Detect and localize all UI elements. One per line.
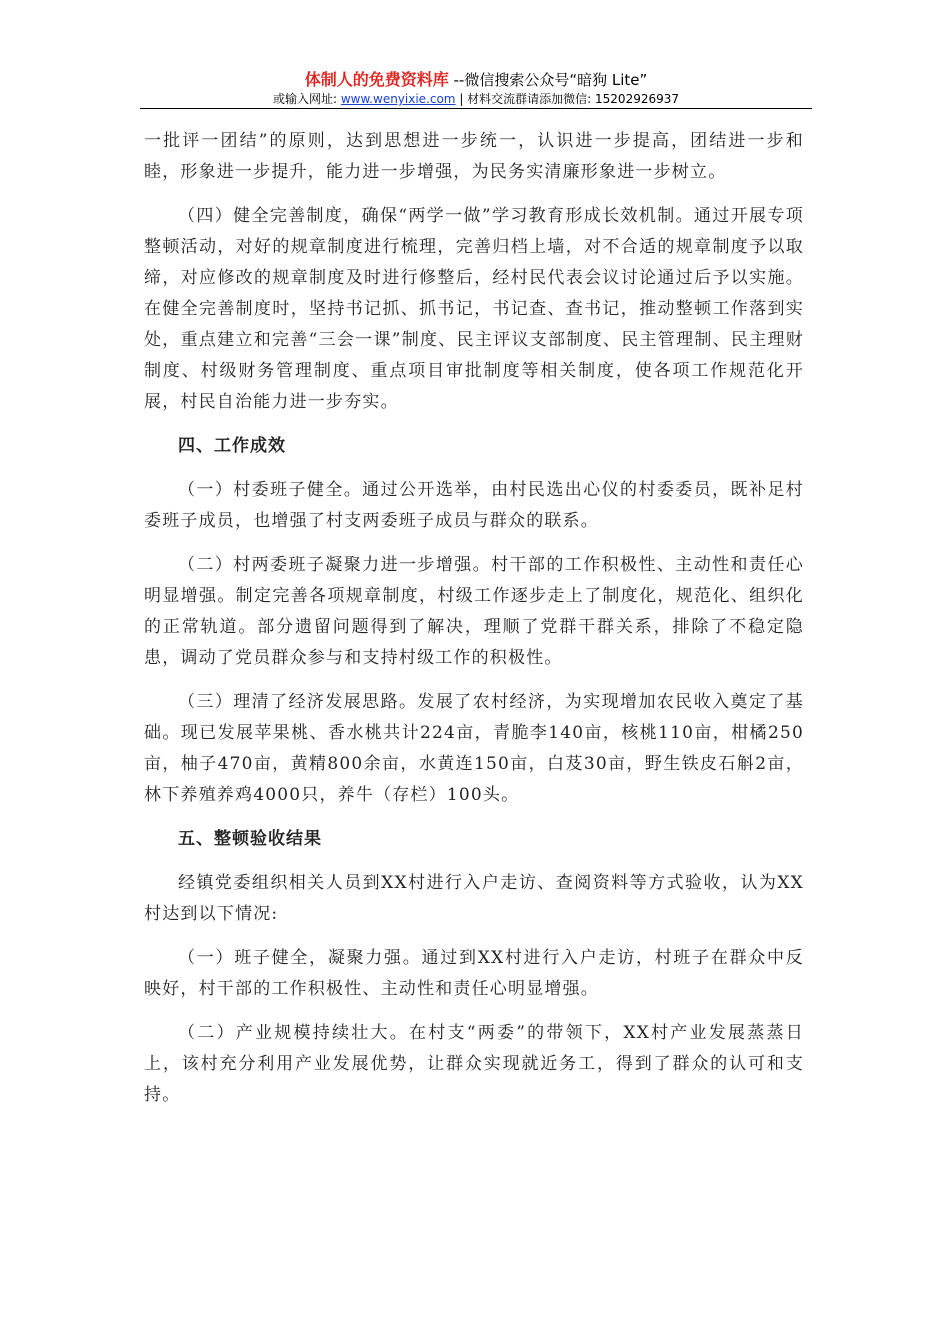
- page-header: [140, 70, 812, 108]
- paragraph: （二）村两委班子凝聚力进一步增强。村干部的工作积极性、主动性和责任心明显增强。制定完善各项规章制度，村级工作逐步走上了制度化，规范化、组织化的正常轨道。部分遗留问题得到了解决，理顺了党群干群关系，排除了不稳定隐患，调动了党员群众参与和支持村级工作的积极性。: [144, 555, 804, 668]
- header-tagline: --微信搜索公众号“暗狗 Lite”: [448, 71, 648, 89]
- header-line2: [140, 90, 812, 108]
- document-body: [144, 126, 804, 1124]
- paragraph: （二）产业规模持续壮大。在村支“两委”的带领下，XX村产业发展蒸蒸日上，该村充分利用产业发展优势，让群众实现就近务工，得到了群众的认可和支持。: [144, 1023, 804, 1105]
- paragraph: 经镇党委组织相关人员到XX村进行入户走访、查阅资料等方式验收，认为XX村达到以下情况:: [144, 873, 804, 924]
- header-url-link[interactable]: www.wenyixie.com: [340, 92, 456, 106]
- paragraph: （一）班子健全，凝聚力强。通过到XX村进行入户走访，村班子在群众中反映好，村干部的工作积极性、主动性和责任心明显增强。: [144, 948, 804, 999]
- header-divider: [140, 108, 812, 109]
- header-url-prefix: 或输入网址:: [272, 92, 341, 106]
- section-heading: 四、工作成效: [178, 436, 286, 456]
- paragraph: （四）健全完善制度，确保“两学一做”学习教育形成长效机制。通过开展专项整顿活动，对好的规章制度进行梳理，完善归档上墙，对不合适的规章制度予以取缔，对应修改的规章制度及时进行修整后，经村民代表会议讨论通过后予以实施。在健全完善制度时，坚持书记抓、抓书记，书记查、查书记，推动整顿工作落到实处，重点建立和完善“三会一课”制度、民主评议支部制度、民主管理制、民主理财制度、村级财务管理制度、重点项目审批制度等相关制度，使各项工作规范化开展，村民自治能力进一步夯实。: [144, 206, 804, 412]
- paragraph: 一批评一团结”的原则，达到思想进一步统一，认识进一步提高，团结进一步和睦，形象进一步提升，能力进一步增强，为民务实清廉形象进一步树立。: [144, 131, 804, 182]
- header-brand: 体制人的免费资料库: [304, 70, 449, 89]
- paragraph: （三）理清了经济发展思路。发展了农村经济，为实现增加农民收入奠定了基础。现已发展苹果桃、香水桃共计224亩，青脆李140亩，核桃110亩，柑橘250亩，柚子470亩，黄精800余亩，水黄连150亩，白芨30亩，野生铁皮石斛2亩，林下养殖养鸡4000只，养牛（存栏）100头。: [144, 692, 804, 805]
- section-heading: 五、整顿验收结果: [178, 829, 322, 849]
- paragraph: （一）村委班子健全。通过公开选举，由村民选出心仪的村委委员，既补足村委班子成员，也增强了村支两委班子成员与群众的联系。: [144, 480, 804, 531]
- header-wechat-text: | 材料交流群请添加微信: 15202926937: [455, 92, 680, 106]
- header-line1: [140, 70, 812, 90]
